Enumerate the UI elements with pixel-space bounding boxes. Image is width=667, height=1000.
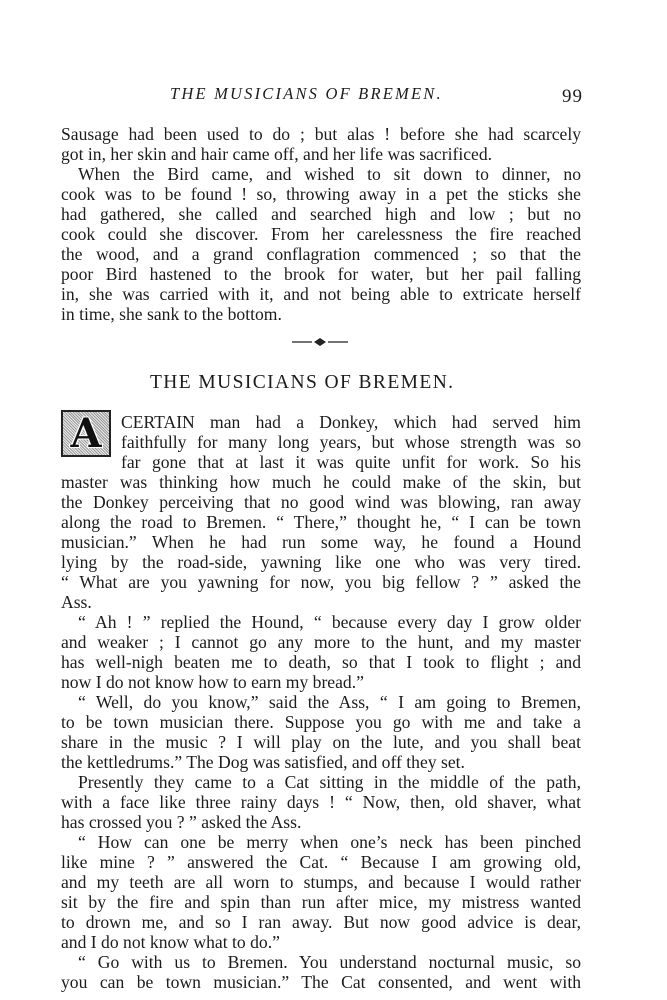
text-line: Ass. [61,592,92,612]
text-line: and my teeth are all worn to stumps, and because I would rather [61,872,581,892]
text-line: along the road to Bremen. “ There,” thought he, “ I can be town [61,512,581,532]
text-line: cook was to be found ! so, throwing away in a pet the sticks she [61,184,581,204]
text-line: “ How can one be merry when one’s neck has been pinched [78,832,581,852]
text-line: the Donkey perceiving that no good wind was blowing, ran away [61,492,581,512]
text-line: like mine ? ” answered the Cat. “ Because I am growing old, [61,852,581,872]
text-line: CERTAIN man had a Donkey, which had served him [121,412,581,432]
text-line: poor Bird hastened to the brook for water, but her pail falling [61,264,581,284]
running-title: THE MUSICIANS OF BREMEN. [170,84,443,103]
story-title: THE MUSICIANS OF BREMEN. [150,372,455,393]
text-line: and I do not know what to do.” [61,932,280,952]
page-number: 99 [562,86,583,107]
drop-cap [61,410,111,457]
text-line: the wood, and a grand conflagration commenced ; so that the [61,244,581,264]
text-line: share in the music ? I will play on the lute, and you shall beat [61,732,581,752]
text-line: in time, she sank to the bottom. [61,304,282,324]
text-line: sit by the fire and spin than run after mice, my mistress wanted [61,892,581,912]
text-line: lying by the road-side, yawning like one who was very tired. [61,552,581,572]
text-line: to drown me, and so I ran away. But now good advice is dear, [61,912,581,932]
text-line: “ What are you yawning for now, you big fellow ? ” asked the [61,572,581,592]
drop-cap-letter: A [70,409,102,457]
text-line: cook could she discover. From her carelessness the fire reached [61,224,581,244]
text-line: to be town musician there. Suppose you go with me and take a [61,712,581,732]
text-line: had gathered, she called and searched high and low ; but no [61,204,581,224]
text-line: with a face like three rainy days ! “ Now, then, old shaver, what [61,792,581,812]
text-line: “ Ah ! ” replied the Hound, “ because every day I grow older [78,612,581,632]
text-line: has crossed you ? ” asked the Ass. [61,812,302,832]
text-line: and weaker ; I cannot go any more to the hunt, and my master [61,632,581,652]
text-line: Sausage had been used to do ; but alas ! before she had scarcely [61,124,581,144]
text-line: far gone that at last it was quite unfit for work. So his [121,452,581,472]
text-line: When the Bird came, and wished to sit down to dinner, no [78,164,581,184]
text-line: has well-nigh beaten me to death, so that I took to flight ; and [61,652,581,672]
text-line: “ Well, do you know,” said the Ass, “ I am going to Bremen, [78,692,581,712]
text-line: in, she was carried with it, and not being able to extricate herself [61,284,581,304]
text-line: now I do not know how to earn my bread.” [61,672,364,692]
text-line: musician.” When he had run some way, he found a Hound [61,532,581,552]
text-line: the kettledrums.” The Dog was satisfied, and off they set. [61,752,465,772]
text-line: “ Go with us to Bremen. You understand nocturnal music, so [78,952,581,972]
section-divider-ornament [290,336,350,348]
text-line: you can be town musician.” The Cat consented, and went with [61,972,581,992]
text-line: got in, her skin and hair came off, and her life was sacrificed. [61,144,493,164]
text-line: faithfully for many long years, but whose strength was so [121,432,581,452]
text-line: master was thinking how much he could make of the skin, but [61,472,581,492]
text-line: Presently they came to a Cat sitting in the middle of the path, [78,772,581,792]
